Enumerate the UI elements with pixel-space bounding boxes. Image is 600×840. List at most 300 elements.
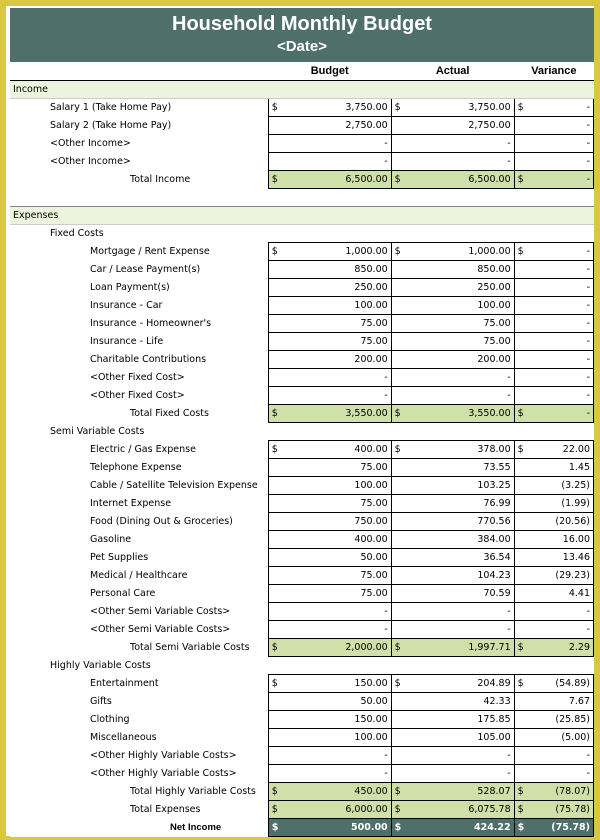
variance-value: 7.67: [528, 693, 593, 711]
currency-symbol: [391, 531, 405, 549]
variance-value: -: [528, 117, 593, 135]
line-item-row: [10, 315, 594, 333]
line-item-row: [10, 747, 594, 765]
row-label: <Other Semi Variable Costs>: [90, 623, 231, 635]
actual-value: 3,750.00: [405, 99, 514, 117]
currency-symbol: $: [514, 675, 528, 693]
currency-symbol: $: [391, 441, 405, 459]
actual-value: 2,750.00: [405, 117, 514, 135]
currency-symbol: [391, 693, 405, 711]
currency-symbol: [268, 603, 282, 621]
actual-value: 1,997.71: [405, 639, 514, 657]
row-label: Gifts: [90, 695, 112, 707]
variance-value: -: [528, 405, 593, 423]
budget-value: 100.00: [282, 297, 391, 315]
currency-symbol: $: [514, 801, 528, 819]
title-banner: [10, 8, 594, 62]
currency-symbol: [268, 567, 282, 585]
budget-value: 100.00: [282, 477, 391, 495]
currency-symbol: $: [391, 783, 405, 801]
variance-value: -: [528, 387, 593, 405]
budget-value: -: [282, 747, 391, 765]
actual-value: 770.56: [405, 513, 514, 531]
variance-value: -: [528, 243, 593, 261]
currency-symbol: [391, 369, 405, 387]
actual-value: 76.99: [405, 495, 514, 513]
row-label: Insurance - Homeowner's: [90, 317, 212, 329]
total-row: [10, 171, 594, 189]
actual-value: 175.85: [405, 711, 514, 729]
actual-value: 75.00: [405, 333, 514, 351]
currency-symbol: $: [514, 405, 528, 423]
variance-value: -: [528, 621, 593, 639]
currency-symbol: [268, 549, 282, 567]
budget-value: 400.00: [282, 531, 391, 549]
variance-value: -: [528, 261, 593, 279]
currency-symbol: [391, 513, 405, 531]
currency-symbol: [268, 153, 282, 171]
currency-symbol: [514, 333, 528, 351]
variance-value: -: [528, 333, 593, 351]
currency-symbol: [268, 279, 282, 297]
currency-symbol: [391, 603, 405, 621]
currency-symbol: [514, 153, 528, 171]
row-label: Total Highly Variable Costs: [130, 785, 256, 797]
budget-value: 75.00: [282, 333, 391, 351]
variance-value: -: [528, 369, 593, 387]
variance-value: -: [528, 171, 593, 189]
row-label: Internet Expense: [90, 497, 172, 509]
row-label: Total Fixed Costs: [130, 407, 209, 419]
currency-symbol: $: [391, 675, 405, 693]
currency-symbol: [391, 117, 405, 135]
row-label: <Other Fixed Cost>: [90, 389, 185, 401]
row-label: Mortgage / Rent Expense: [90, 245, 210, 257]
currency-symbol: [391, 765, 405, 783]
currency-symbol: $: [514, 99, 528, 117]
line-item-row: [10, 279, 594, 297]
line-item-row: [10, 549, 594, 567]
actual-value: 6,500.00: [405, 171, 514, 189]
budget-value: 100.00: [282, 729, 391, 747]
row-label: Insurance - Life: [90, 335, 164, 347]
actual-value: -: [405, 765, 514, 783]
row-label: <Other Income>: [50, 155, 131, 167]
line-item-row: [10, 621, 594, 639]
budget-value: -: [282, 621, 391, 639]
section-label: Income: [10, 81, 594, 99]
currency-symbol: $: [391, 99, 405, 117]
budget-value: 400.00: [282, 441, 391, 459]
variance-value: -: [528, 153, 593, 171]
line-item-row: [10, 369, 594, 387]
row-label: <Other Highly Variable Costs>: [90, 749, 237, 761]
line-item-row: [10, 459, 594, 477]
total-row: [10, 405, 594, 423]
actual-value: 424.22: [405, 819, 514, 837]
actual-value: -: [405, 135, 514, 153]
currency-symbol: [514, 261, 528, 279]
budget-value: 450.00: [282, 783, 391, 801]
variance-value: 1.45: [528, 459, 593, 477]
budget-value: 150.00: [282, 711, 391, 729]
currency-symbol: [514, 693, 528, 711]
currency-symbol: [391, 567, 405, 585]
budget-value: 75.00: [282, 567, 391, 585]
currency-symbol: [268, 693, 282, 711]
actual-value: 70.59: [405, 585, 514, 603]
variance-value: (25.85): [528, 711, 593, 729]
total-row: [10, 801, 594, 819]
section-header: [10, 207, 594, 225]
currency-symbol: [391, 729, 405, 747]
currency-symbol: $: [268, 99, 282, 117]
variance-value: (54.89): [528, 675, 593, 693]
actual-value: 6,075.78: [405, 801, 514, 819]
group-header: [10, 657, 594, 675]
variance-value: 13.46: [528, 549, 593, 567]
currency-symbol: [268, 297, 282, 315]
budget-value: 75.00: [282, 495, 391, 513]
currency-symbol: [391, 585, 405, 603]
row-label: Miscellaneous: [90, 731, 157, 743]
currency-symbol: $: [514, 819, 528, 837]
actual-value: 105.00: [405, 729, 514, 747]
budget-sheet: [6, 6, 594, 836]
actual-value: -: [405, 387, 514, 405]
currency-symbol: [514, 729, 528, 747]
variance-value: 22.00: [528, 441, 593, 459]
currency-symbol: $: [514, 639, 528, 657]
line-item-row: [10, 711, 594, 729]
budget-table: [10, 62, 594, 837]
currency-symbol: $: [268, 819, 282, 837]
row-label: Total Semi Variable Costs: [130, 641, 250, 653]
currency-symbol: $: [514, 243, 528, 261]
currency-symbol: [391, 135, 405, 153]
actual-value: 75.00: [405, 315, 514, 333]
currency-symbol: [268, 135, 282, 153]
currency-symbol: [514, 531, 528, 549]
actual-value: 200.00: [405, 351, 514, 369]
variance-value: (5.00): [528, 729, 593, 747]
line-item-row: [10, 441, 594, 459]
spacer-row: [10, 189, 594, 207]
budget-value: -: [282, 387, 391, 405]
currency-symbol: [391, 279, 405, 297]
line-item-row: [10, 477, 594, 495]
currency-symbol: [268, 729, 282, 747]
actual-value: -: [405, 153, 514, 171]
currency-symbol: [268, 747, 282, 765]
budget-value: 75.00: [282, 585, 391, 603]
budget-value: 50.00: [282, 549, 391, 567]
row-label: Pet Supplies: [90, 551, 149, 563]
currency-symbol: [514, 315, 528, 333]
currency-symbol: [268, 531, 282, 549]
line-item-row: [10, 135, 594, 153]
line-item-row: [10, 351, 594, 369]
currency-symbol: [514, 135, 528, 153]
currency-symbol: [268, 711, 282, 729]
actual-value: 528.07: [405, 783, 514, 801]
currency-symbol: [391, 333, 405, 351]
row-label: Gasoline: [90, 533, 132, 545]
currency-symbol: [268, 369, 282, 387]
row-label: Total Expenses: [130, 803, 201, 815]
currency-symbol: [514, 513, 528, 531]
line-item-row: [10, 261, 594, 279]
currency-symbol: [268, 459, 282, 477]
currency-symbol: $: [514, 783, 528, 801]
actual-value: 42.33: [405, 693, 514, 711]
row-label: Food (Dining Out & Groceries): [90, 515, 233, 527]
row-label: Net Income: [10, 819, 268, 837]
currency-symbol: [268, 387, 282, 405]
budget-value: 75.00: [282, 459, 391, 477]
currency-symbol: [268, 315, 282, 333]
budget-value: 250.00: [282, 279, 391, 297]
row-label: Telephone Expense: [90, 461, 182, 473]
variance-value: -: [528, 99, 593, 117]
variance-value: (75.78): [528, 819, 593, 837]
actual-value: 73.55: [405, 459, 514, 477]
currency-symbol: [268, 351, 282, 369]
line-item-row: [10, 603, 594, 621]
variance-value: -: [528, 603, 593, 621]
currency-symbol: [268, 117, 282, 135]
row-label: <Other Income>: [50, 137, 131, 149]
row-label: Loan Payment(s): [90, 281, 170, 293]
currency-symbol: [268, 765, 282, 783]
currency-symbol: $: [391, 243, 405, 261]
line-item-row: [10, 117, 594, 135]
currency-symbol: [391, 549, 405, 567]
currency-symbol: [391, 477, 405, 495]
currency-symbol: [391, 459, 405, 477]
currency-symbol: [514, 495, 528, 513]
currency-symbol: [514, 117, 528, 135]
currency-symbol: $: [268, 243, 282, 261]
line-item-row: [10, 153, 594, 171]
currency-symbol: [514, 603, 528, 621]
actual-value: -: [405, 369, 514, 387]
budget-value: 6,500.00: [282, 171, 391, 189]
line-item-row: [10, 765, 594, 783]
budget-value: -: [282, 153, 391, 171]
currency-symbol: [391, 747, 405, 765]
budget-value: 500.00: [282, 819, 391, 837]
actual-value: -: [405, 621, 514, 639]
group-label: Highly Variable Costs: [50, 659, 151, 671]
currency-symbol: [514, 387, 528, 405]
variance-value: -: [528, 351, 593, 369]
currency-symbol: [514, 369, 528, 387]
actual-value: 103.25: [405, 477, 514, 495]
budget-value: 6,000.00: [282, 801, 391, 819]
currency-symbol: $: [268, 405, 282, 423]
currency-symbol: [514, 477, 528, 495]
currency-symbol: [514, 711, 528, 729]
line-item-row: [10, 675, 594, 693]
row-label: Entertainment: [90, 677, 159, 689]
currency-symbol: [268, 621, 282, 639]
variance-value: (75.78): [528, 801, 593, 819]
column-header-budget: Budget: [268, 62, 391, 81]
currency-symbol: [391, 297, 405, 315]
budget-value: 3,550.00: [282, 405, 391, 423]
budget-value: 50.00: [282, 693, 391, 711]
row-label: Car / Lease Payment(s): [90, 263, 201, 275]
variance-value: (3.25): [528, 477, 593, 495]
variance-value: -: [528, 135, 593, 153]
currency-symbol: [514, 747, 528, 765]
currency-symbol: $: [268, 441, 282, 459]
variance-value: -: [528, 279, 593, 297]
total-row: [10, 639, 594, 657]
line-item-row: [10, 495, 594, 513]
variance-value: 4.41: [528, 585, 593, 603]
variance-value: (1.99): [528, 495, 593, 513]
currency-symbol: [391, 495, 405, 513]
group-label: Semi Variable Costs: [50, 425, 145, 437]
line-item-row: [10, 729, 594, 747]
line-item-row: [10, 99, 594, 117]
currency-symbol: [391, 153, 405, 171]
variance-value: -: [528, 297, 593, 315]
budget-value: 150.00: [282, 675, 391, 693]
actual-value: 378.00: [405, 441, 514, 459]
actual-value: 104.23: [405, 567, 514, 585]
variance-value: -: [528, 765, 593, 783]
section-label: Expenses: [10, 207, 594, 225]
currency-symbol: [514, 765, 528, 783]
column-header-variance: Variance: [514, 62, 593, 81]
actual-value: 3,550.00: [405, 405, 514, 423]
currency-symbol: [268, 585, 282, 603]
row-label: Clothing: [90, 713, 130, 725]
row-label: Personal Care: [90, 587, 156, 599]
line-item-row: [10, 387, 594, 405]
actual-value: 36.54: [405, 549, 514, 567]
currency-symbol: $: [268, 171, 282, 189]
variance-value: -: [528, 747, 593, 765]
line-item-row: [10, 531, 594, 549]
budget-value: 1,000.00: [282, 243, 391, 261]
total-row: [10, 783, 594, 801]
row-label: Electric / Gas Expense: [90, 443, 196, 455]
column-header-actual: Actual: [391, 62, 514, 81]
currency-symbol: $: [391, 819, 405, 837]
row-label: <Other Highly Variable Costs>: [90, 767, 237, 779]
actual-value: 384.00: [405, 531, 514, 549]
currency-symbol: [514, 567, 528, 585]
line-item-row: [10, 585, 594, 603]
variance-value: -: [528, 315, 593, 333]
variance-value: 2.29: [528, 639, 593, 657]
budget-value: -: [282, 135, 391, 153]
row-label: Salary 2 (Take Home Pay): [50, 119, 172, 131]
actual-value: 1,000.00: [405, 243, 514, 261]
currency-symbol: [514, 585, 528, 603]
group-header: [10, 423, 594, 441]
line-item-row: [10, 693, 594, 711]
variance-value: (20.56): [528, 513, 593, 531]
currency-symbol: [268, 513, 282, 531]
currency-symbol: [514, 279, 528, 297]
budget-value: 200.00: [282, 351, 391, 369]
row-label: Salary 1 (Take Home Pay): [50, 101, 172, 113]
section-header: [10, 81, 594, 99]
actual-value: 850.00: [405, 261, 514, 279]
budget-value: 2,000.00: [282, 639, 391, 657]
budget-value: -: [282, 369, 391, 387]
currency-symbol: [391, 387, 405, 405]
row-label: Medical / Healthcare: [90, 569, 188, 581]
currency-symbol: [514, 459, 528, 477]
row-label: Charitable Contributions: [90, 353, 207, 365]
row-label: Cable / Satellite Television Expense: [90, 479, 258, 491]
line-item-row: [10, 567, 594, 585]
currency-symbol: $: [391, 801, 405, 819]
currency-symbol: [514, 297, 528, 315]
budget-value: 850.00: [282, 261, 391, 279]
budget-value: 750.00: [282, 513, 391, 531]
row-label: <Other Semi Variable Costs>: [90, 605, 231, 617]
currency-symbol: [268, 261, 282, 279]
net-income-row: [10, 819, 594, 837]
variance-value: (29.23): [528, 567, 593, 585]
line-item-row: [10, 297, 594, 315]
row-label: Insurance - Car: [90, 299, 163, 311]
variance-value: (78.07): [528, 783, 593, 801]
currency-symbol: [391, 261, 405, 279]
currency-symbol: $: [268, 675, 282, 693]
currency-symbol: [268, 495, 282, 513]
currency-symbol: $: [268, 639, 282, 657]
currency-symbol: [391, 711, 405, 729]
line-item-row: [10, 333, 594, 351]
currency-symbol: $: [391, 639, 405, 657]
group-header: [10, 225, 594, 243]
group-label: Fixed Costs: [50, 227, 104, 239]
row-label: <Other Fixed Cost>: [90, 371, 185, 383]
currency-symbol: $: [391, 171, 405, 189]
column-header-row: [10, 62, 594, 81]
currency-symbol: $: [514, 171, 528, 189]
currency-symbol: $: [514, 441, 528, 459]
variance-value: 16.00: [528, 531, 593, 549]
budget-value: -: [282, 603, 391, 621]
actual-value: 100.00: [405, 297, 514, 315]
budget-value: 2,750.00: [282, 117, 391, 135]
currency-symbol: $: [268, 801, 282, 819]
budget-value: -: [282, 765, 391, 783]
date-placeholder: <Date>: [276, 38, 328, 55]
currency-symbol: $: [391, 405, 405, 423]
budget-value: 75.00: [282, 315, 391, 333]
page-title: Household Monthly Budget: [172, 13, 432, 35]
currency-symbol: [514, 549, 528, 567]
budget-value: 3,750.00: [282, 99, 391, 117]
row-label: Total Income: [130, 173, 191, 185]
currency-symbol: [514, 351, 528, 369]
currency-symbol: [268, 333, 282, 351]
actual-value: 204.89: [405, 675, 514, 693]
currency-symbol: [391, 315, 405, 333]
line-item-row: [10, 243, 594, 261]
actual-value: -: [405, 747, 514, 765]
